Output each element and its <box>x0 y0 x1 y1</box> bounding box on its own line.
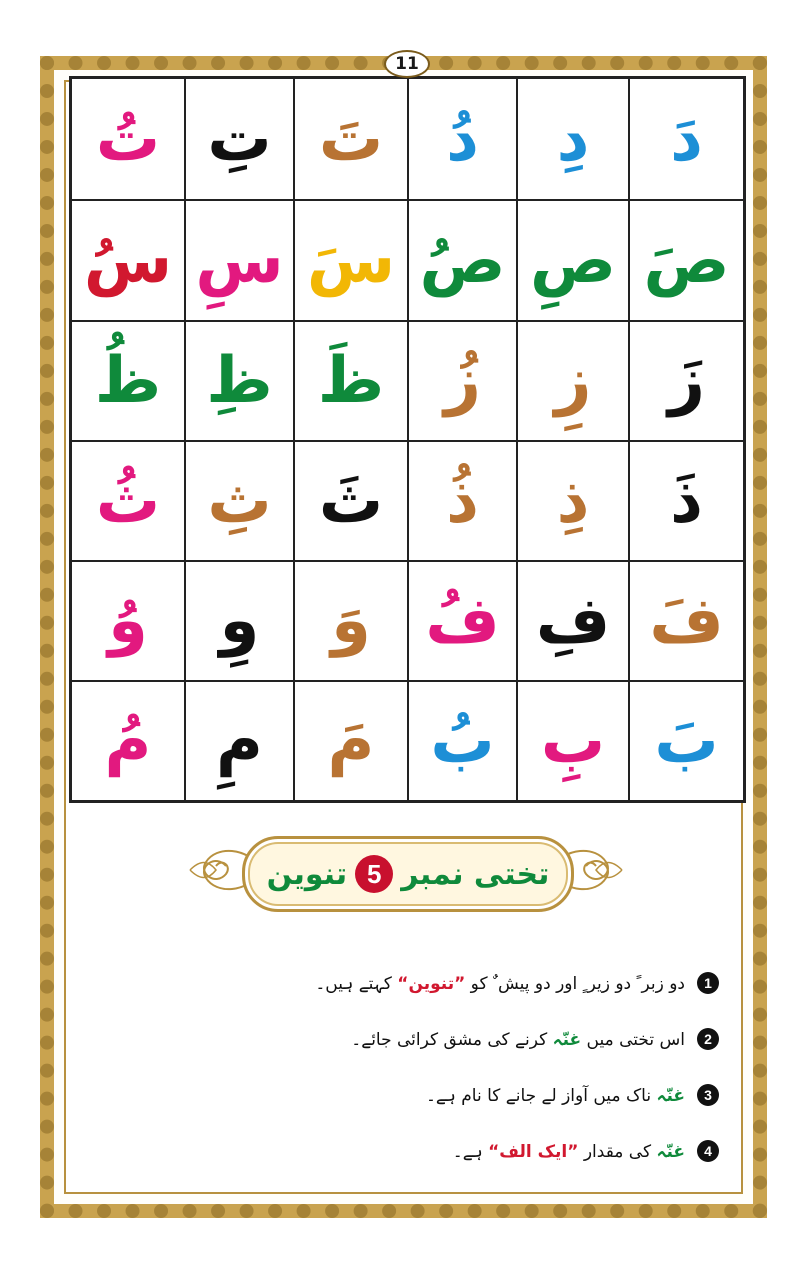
letter-cell: تُ <box>71 78 185 200</box>
note-item <box>159 1067 719 1123</box>
note-text-part: ہے۔ <box>452 1141 489 1162</box>
letter-cell: فُ <box>408 561 517 681</box>
lesson-topic: تنوین <box>266 856 348 892</box>
note-highlight: ”تنوین“ <box>397 973 466 994</box>
letter-cell: ثَ <box>294 441 408 561</box>
letter-cell: زُ <box>408 321 517 441</box>
letter-cell: ذُ <box>408 441 517 561</box>
page-number: 11 <box>384 50 430 78</box>
letter-cell: وَ <box>294 561 408 681</box>
note-text-part: ناک میں آواز لے جانے کا نام ہے۔ <box>425 1085 657 1106</box>
note-text-part: کرنے کی مشق کرائی جائے۔ <box>351 1029 553 1050</box>
letter-cell: فَ <box>629 561 744 681</box>
letter-cell: وُ <box>71 561 185 681</box>
note-text <box>351 1029 685 1050</box>
note-number-badge: 3 <box>697 1084 719 1106</box>
lesson-number-badge: 5 <box>355 855 393 893</box>
letter-cell: زَ <box>629 321 744 441</box>
letter-cell: فِ <box>517 561 629 681</box>
letter-cell: تَ <box>294 78 408 200</box>
letter-cell: مِ <box>185 681 294 801</box>
note-item <box>159 955 719 1011</box>
note-text-part: کہتے ہیں۔ <box>315 973 398 994</box>
letter-cell: سِ <box>185 200 294 321</box>
note-number-badge: 2 <box>697 1028 719 1050</box>
letter-cell: ذِ <box>517 441 629 561</box>
lesson-title <box>186 828 626 913</box>
letter-cell: دُ <box>408 78 517 200</box>
note-text <box>315 973 685 994</box>
letter-cell: صِ <box>517 200 629 321</box>
letter-cell: ثِ <box>185 441 294 561</box>
letter-cell: سُ <box>71 200 185 321</box>
letter-cell: ظُ <box>71 321 185 441</box>
letter-cell: صَ <box>629 200 744 321</box>
letter-cell: بَ <box>629 681 744 801</box>
letter-cell: بِ <box>517 681 629 801</box>
note-text-part: دو زبر ً دو زیر ٍ اور دو پیش ٌ کو <box>465 973 685 994</box>
note-number-badge: 4 <box>697 1140 719 1162</box>
title-text: تختی نمبر <box>401 856 550 892</box>
note-item <box>159 1011 719 1067</box>
letter-cell: تِ <box>185 78 294 200</box>
note-highlight: غنّہ <box>552 1029 582 1050</box>
letter-cell: ظِ <box>185 321 294 441</box>
letter-cell: صُ <box>408 200 517 321</box>
note-text-part: اس تختی میں <box>581 1029 685 1050</box>
letter-cell: ظَ <box>294 321 408 441</box>
note-text <box>453 1141 685 1162</box>
letter-cell: سَ <box>294 200 408 321</box>
letter-cell: مَ <box>294 681 408 801</box>
note-highlight: غنّہ <box>656 1141 685 1162</box>
note-number-badge: 1 <box>697 972 719 994</box>
title-plaque <box>242 836 574 912</box>
note-text-part: کی مقدار <box>578 1141 657 1162</box>
letter-cell: بُ <box>408 681 517 801</box>
letter-cell: مُ <box>71 681 185 801</box>
letter-cell: ذَ <box>629 441 744 561</box>
letter-cell: ثُ <box>71 441 185 561</box>
notes-list <box>159 955 719 1179</box>
note-text <box>426 1085 685 1106</box>
note-highlight: غنّہ <box>656 1085 685 1106</box>
letter-cell: دِ <box>517 78 629 200</box>
note-highlight: ”ایک الف“ <box>488 1141 579 1162</box>
letter-cell: زِ <box>517 321 629 441</box>
letter-grid <box>69 76 746 803</box>
note-item <box>159 1123 719 1179</box>
letter-cell: وِ <box>185 561 294 681</box>
letter-cell: دَ <box>629 78 744 200</box>
